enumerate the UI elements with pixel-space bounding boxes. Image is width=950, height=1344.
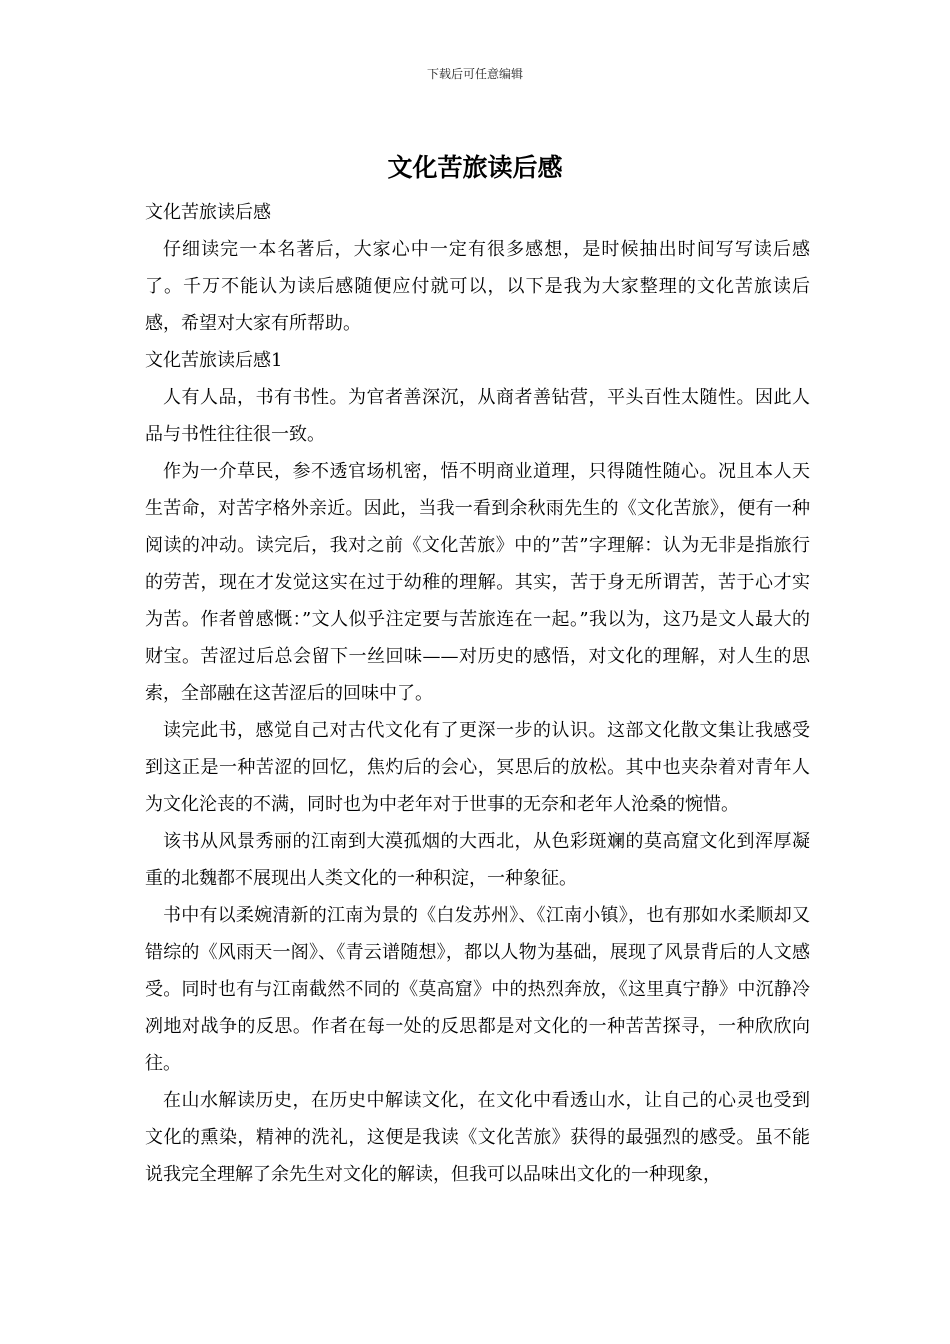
body-paragraph-5: 书中有以柔婉清新的江南为景的《白发苏州》、《江南小镇》，也有那如水柔顺却又错综的《风雨天一阁》、《青云谱随想》，都以人物为基础，展现了风景背后的人文感受。同时也有与江南截然不同的《莫高窟》中的热烈奔放，《这里真宁静》中沉静冷冽地对战争的反思。作者在每一处的反思都是对文化的一种苦苦探寻，一种欣欣向往。 bbox=[145, 905, 810, 1074]
document-subtitle: 文化苦旅读后感 bbox=[145, 202, 271, 223]
document-title: 文化苦旅读后感 bbox=[387, 153, 563, 182]
body-paragraph-2: 作为一介草民，参不透官场机密，悟不明商业道理，只得随性随心。况且本人天生苦命，对苦字格外亲近。因此，当我一看到余秋雨先生的《文化苦旅》，便有一种阅读的冲动。读完后，我对之前《文化苦旅》中的”苦”字理解：认为无非是指旅行的劳苦，现在才发觉这实在过于幼稚的理解。其实，苦于身无所谓苦，苦于心才实为苦。作者曾感慨：”文人似乎注定要与苦旅连在一起。”我以为，这乃是文人最大的财宝。苦涩过后总会留下一丝回味——对历史的感悟，对文化的理解，对人生的思索，全部融在这苦涩后的回味中了。 bbox=[145, 461, 810, 704]
header-note: 下载后可任意编辑 bbox=[426, 67, 523, 81]
intro-paragraph: 仔细读完一本名著后，大家心中一定有很多感想，是时候抽出时间写写读后感了。千万不能认为读后感随便应付就可以，以下是我为大家整理的文化苦旅读后感，希望对大家有所帮助。 bbox=[145, 239, 810, 334]
document-body bbox=[145, 194, 810, 1193]
body-paragraph-6: 在山水解读历史，在历史中解读文化，在文化中看透山水，让自己的心灵也受到文化的熏染，精神的洗礼，这便是我读《文化苦旅》获得的最强烈的感受。虽不能说我完全理解了余先生对文化的解读，但我可以品味出文化的一种现象， bbox=[145, 1090, 810, 1185]
body-paragraph-4: 该书从风景秀丽的江南到大漠孤烟的大西北，从色彩斑斓的莫高窟文化到浑厚凝重的北魏都不展现出人类文化的一种积淀，一种象征。 bbox=[145, 831, 810, 889]
section-label: 文化苦旅读后感1 bbox=[145, 350, 283, 371]
body-paragraph-3: 读完此书，感觉自己对古代文化有了更深一步的认识。这部文化散文集让我感受到这正是一种苦涩的回忆，焦灼后的会心，冥思后的放松。其中也夹杂着对青年人为文化沦丧的不满，同时也为中老年对于世事的无奈和老年人沧桑的惋惜。 bbox=[145, 720, 810, 815]
body-paragraph-1: 人有人品，书有书性。为官者善深沉，从商者善钻营，平头百性太随性。因此人品与书性往往很一致。 bbox=[145, 387, 810, 445]
